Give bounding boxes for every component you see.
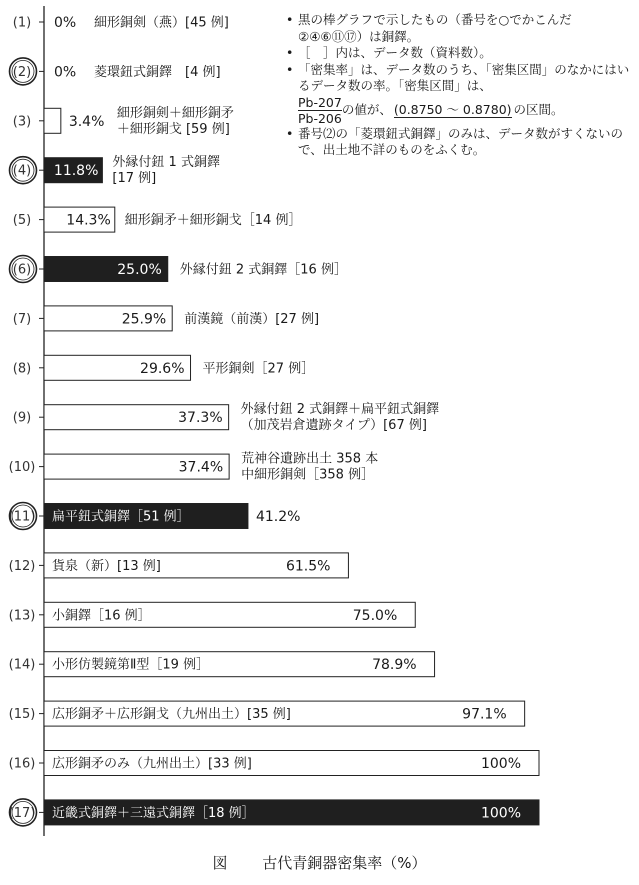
note-text: ［ ］内は、データ数（資料数）。	[298, 45, 492, 60]
bar-label: 前漢鏡（前漢）[27 例]	[184, 311, 320, 327]
bar-label: 外縁付鈕 2 式銅鐸＋扁平鈕式銅鐸	[240, 402, 440, 418]
bar-label: 小銅鐸［16 例］	[52, 608, 151, 624]
bar-label: 貨泉（新）[13 例]	[52, 558, 161, 574]
data-label: 0%	[54, 64, 77, 81]
data-label: 37.4%	[178, 459, 224, 476]
note-text: の区間。	[513, 101, 564, 117]
bar-label: 広形銅矛のみ（九州出土）[33 例]	[52, 756, 252, 772]
category-number: (2)	[12, 64, 32, 80]
bar	[44, 108, 61, 133]
bar-label: 外縁付鈕 1 式銅鐸	[112, 155, 220, 171]
note-text: 番号⑵の「菱環鈕式銅鐸」のみは、データ数がすくないので、出土地不詳のものをふくむ。	[298, 125, 624, 157]
category-number: (11)	[8, 509, 36, 525]
category-number: (5)	[12, 213, 32, 229]
category-number: (1)	[12, 15, 32, 31]
data-label: 29.6%	[140, 360, 185, 377]
bar-label: 近畿式銅鐸＋三遠式銅鐸［18 例］	[52, 805, 255, 821]
data-label: 25.9%	[121, 311, 167, 328]
bar-label: ＋細形銅戈 [59 例]	[116, 121, 230, 137]
note-data-count: • ［ ］内は、データ数（資料数）。	[286, 45, 631, 62]
fraction-denominator: Pb-206	[298, 110, 342, 126]
chart-title: 古代青銅器密集率（%）	[262, 854, 427, 872]
chart-notes	[286, 12, 631, 159]
category-number: (16)	[8, 756, 36, 772]
bar-label: 菱環鈕式銅鐸 [4 例]	[94, 64, 221, 80]
category-number: (4)	[12, 163, 32, 179]
note-text: 黒の棒グラフで示したもの（番号を○でかこんだ②④⑥⑪⑰）は銅鐸。	[298, 12, 572, 44]
note-sample-scope: • 番号⑵の「菱環鈕式銅鐸」のみは、データ数がすくないので、出土地不詳のものをふくむ。	[286, 126, 631, 159]
category-number: (10)	[8, 460, 36, 476]
bar-label: （加茂岩倉遺跡タイプ）[67 例]	[240, 418, 427, 434]
figure-label: 図	[212, 854, 228, 872]
data-label: 37.3%	[178, 410, 223, 427]
bar-label: 細形銅剣＋細形銅矛	[116, 105, 234, 121]
bar-label: 小形仿製鏡第Ⅱ型［19 例］	[52, 657, 210, 673]
figure-caption	[0, 852, 639, 873]
bar-label: 平形銅剣［27 例］	[202, 361, 315, 377]
bar-label: 細形銅矛＋細形銅戈［14 例］	[124, 213, 302, 229]
density-range: (0.8750 ～ 0.8780)	[393, 101, 512, 117]
data-label: 78.9%	[372, 657, 417, 674]
bar-label: 中細形銅剣［358 例］	[241, 467, 375, 483]
note-copper-bell: • 黒の棒グラフで示したもの（番号を○でかこんだ②④⑥⑪⑰）は銅鐸。	[286, 12, 631, 45]
category-number: (14)	[8, 657, 36, 673]
category-number: (13)	[8, 608, 36, 624]
data-label: 41.2%	[255, 509, 301, 525]
category-number: (7)	[12, 311, 32, 327]
category-number: (9)	[12, 410, 32, 426]
category-number: (6)	[12, 262, 32, 278]
data-label: 100%	[480, 756, 521, 772]
note-text: 「密集率」は、データ数のうち、「密集区間」のなかにはいるデータ数の率。「密集区間」は、	[298, 61, 630, 93]
category-number: (12)	[8, 558, 36, 574]
data-label: 3.4%	[68, 113, 105, 130]
data-label: 97.1%	[462, 706, 507, 723]
data-label: 61.5%	[285, 558, 331, 575]
note-text: の値が、	[341, 101, 392, 117]
note-density: • 「密集率」は、データ数のうち、「密集区間」のなかにはいるデータ数の率。「密集区間」は、 $\frac{Pb-207}{Pb-206}$ の値が、 (0.8750 ～ 0.8780) の区間。	[286, 61, 630, 126]
bar-label: 外縁付鈕 2 式銅鐸［16 例］	[179, 262, 347, 278]
bar-label: [17 例]	[112, 171, 157, 187]
bar-label: 細形銅剣（燕）[45 例]	[94, 15, 229, 31]
category-number: (17)	[8, 805, 36, 821]
isotope-ratio-fraction	[298, 95, 342, 126]
data-label: 14.3%	[66, 212, 111, 229]
data-label: 0%	[54, 15, 77, 31]
data-label: 100%	[480, 805, 521, 822]
bar-label: 扁平鈕式銅鐸［51 例］	[52, 509, 190, 525]
data-label: 25.0%	[117, 262, 162, 278]
bar-label: 荒神谷遺跡出土 358 本	[241, 451, 379, 467]
bar-label: 広形銅矛＋広形銅戈（九州出土）[35 例]	[52, 707, 291, 723]
category-number: (8)	[12, 361, 32, 377]
category-number: (15)	[8, 707, 36, 723]
data-label: 11.8%	[53, 163, 99, 180]
category-number: (3)	[12, 114, 32, 130]
fraction-numerator: Pb-207	[298, 94, 342, 110]
data-label: 75.0%	[352, 607, 398, 624]
